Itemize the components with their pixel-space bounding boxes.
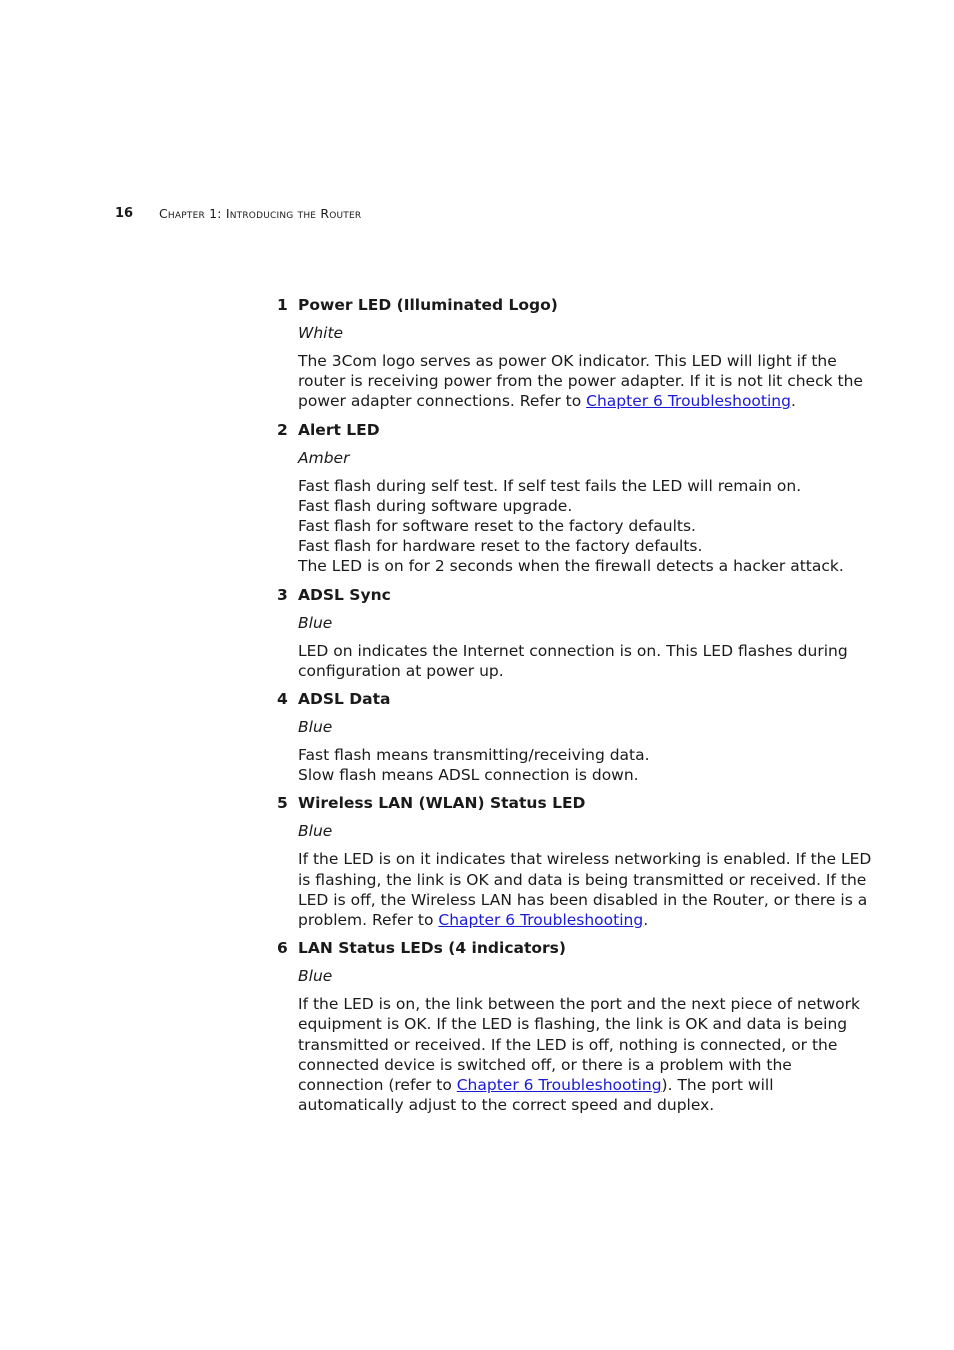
led-item-lan-status bbox=[277, 938, 860, 1115]
description-text: . bbox=[643, 911, 649, 930]
led-color: Amber bbox=[298, 448, 350, 467]
item-number: 6 bbox=[277, 939, 288, 958]
description-line: Fast flash means transmitting/receiving data. bbox=[298, 746, 650, 765]
description-text: power adapter connections. Refer to bbox=[298, 392, 587, 411]
item-title: Power LED (Illuminated Logo) bbox=[298, 296, 558, 314]
chapter-6-troubleshooting-link[interactable]: Chapter 6 Troubleshooting bbox=[438, 911, 644, 930]
led-item-alert bbox=[277, 420, 844, 577]
description-line: connected device is switched off, or there is a problem with the bbox=[298, 1055, 792, 1074]
description-line: is flashing, the link is OK and data is being transmitted or received. If the bbox=[298, 870, 867, 889]
description-line: LED on indicates the Internet connection is on. This LED flashes during bbox=[298, 641, 848, 660]
item-heading bbox=[277, 938, 822, 958]
item-description bbox=[277, 745, 822, 785]
description-line bbox=[298, 1075, 822, 1095]
running-head: Chapter 1: Introducing the Router bbox=[159, 206, 362, 221]
description-line: Fast flash for software reset to the factory defaults. bbox=[298, 517, 696, 536]
led-color: Blue bbox=[298, 967, 333, 986]
description-text: connection (refer to bbox=[298, 1076, 457, 1095]
description-line: Fast flash for hardware reset to the factory defaults. bbox=[298, 537, 703, 556]
description-line: If the LED is on it indicates that wireless networking is enabled. If the LED bbox=[298, 850, 872, 869]
item-heading bbox=[277, 585, 822, 605]
description-line: transmitted or received. If the LED is off, nothing is connected, or the bbox=[298, 1035, 838, 1054]
item-description bbox=[277, 994, 860, 1115]
led-color: Blue bbox=[298, 718, 333, 737]
description-line: Slow flash means ADSL connection is down. bbox=[298, 766, 639, 785]
led-item-adsl-sync bbox=[277, 585, 848, 681]
item-heading bbox=[277, 295, 822, 315]
item-description bbox=[277, 849, 872, 930]
item-heading bbox=[277, 689, 822, 709]
item-title: Wireless LAN (WLAN) Status LED bbox=[298, 794, 586, 813]
item-title: LAN Status LEDs (4 indicators) bbox=[298, 939, 566, 958]
description-line: Fast flash during self test. If self test fails the LED will remain on. bbox=[298, 476, 802, 495]
item-title: ADSL Sync bbox=[298, 585, 391, 604]
led-description-list bbox=[277, 295, 872, 1123]
description-line: Fast flash during software upgrade. bbox=[298, 496, 573, 515]
item-number: 4 bbox=[277, 690, 288, 709]
chapter-6-troubleshooting-link[interactable]: Chapter 6 Troubleshooting bbox=[456, 1076, 662, 1095]
led-color: White bbox=[298, 324, 344, 342]
description-line: configuration at power up. bbox=[298, 661, 504, 680]
description-line: The 3Com logo serves as power OK indicator. This LED will light if the bbox=[298, 352, 837, 370]
description-line: router is receiving power from the power adapter. If it is not lit check the bbox=[298, 372, 863, 391]
led-item-adsl-data bbox=[277, 689, 822, 785]
item-number: 1 bbox=[277, 296, 288, 314]
item-description bbox=[277, 641, 848, 681]
led-color: Blue bbox=[298, 822, 333, 841]
description-line: LED is off, the Wireless LAN has been disabled in the Router, or there is a bbox=[298, 890, 868, 909]
item-description bbox=[277, 351, 863, 412]
item-title: Alert LED bbox=[298, 420, 380, 439]
item-heading bbox=[277, 793, 822, 813]
description-text: problem. Refer to bbox=[298, 911, 439, 930]
description-line: automatically adjust to the correct speed and duplex. bbox=[298, 1096, 715, 1115]
item-heading bbox=[277, 420, 822, 440]
description-line: equipment is OK. If the LED is flashing, the link is OK and data is being bbox=[298, 1015, 848, 1034]
item-description bbox=[277, 476, 844, 577]
description-text: . bbox=[790, 392, 796, 411]
description-line: If the LED is on, the link between the port and the next piece of network bbox=[298, 995, 860, 1014]
item-number: 2 bbox=[277, 420, 288, 439]
description-line bbox=[298, 391, 822, 411]
description-line: The LED is on for 2 seconds when the firewall detects a hacker attack. bbox=[298, 557, 844, 576]
led-item-wlan-status bbox=[277, 793, 872, 930]
description-text: ). The port will bbox=[661, 1076, 774, 1095]
description-line bbox=[298, 910, 822, 930]
page-number: 16 bbox=[115, 206, 134, 221]
item-number: 5 bbox=[277, 794, 288, 813]
led-color: Blue bbox=[298, 613, 333, 632]
item-title: ADSL Data bbox=[298, 690, 391, 709]
led-item-power bbox=[277, 295, 863, 412]
item-number: 3 bbox=[277, 585, 288, 604]
chapter-6-troubleshooting-link[interactable]: Chapter 6 Troubleshooting bbox=[586, 392, 791, 411]
